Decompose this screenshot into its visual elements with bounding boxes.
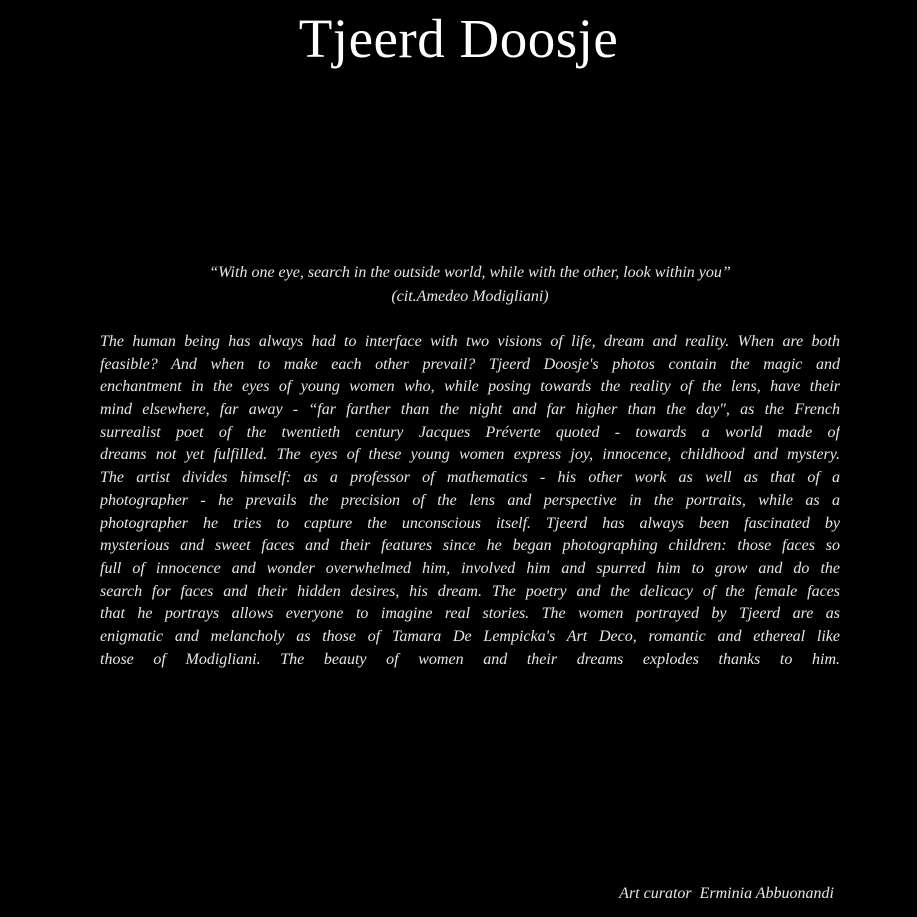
body-line: photographer - he prevails the precision of the lens and perspective in the portraits, while as a	[100, 491, 840, 509]
body-line: those of Modigliani. The beauty of women and their dreams explodes thanks to him.	[100, 650, 840, 668]
epigraph-citation: (cit.Amedeo Modigliani)	[391, 288, 549, 305]
body-line: that he portrays allows everyone to imagine real stories. The women portrayed by Tjeerd are as	[100, 605, 840, 623]
curator-signature: Art curator Erminia Abbuonandi	[619, 885, 834, 902]
body-line: photographer he tries to capture the unconscious itself. Tjeerd has always been fascinated by	[100, 514, 840, 532]
page-title: Tjeerd Doosje	[298, 8, 619, 69]
body-line: search for faces and their hidden desires, his dream. The poetry and the delicacy of the female faces	[100, 582, 840, 600]
body-line: The human being has always had to interface with two visions of life, dream and reality. When are both	[100, 333, 840, 350]
body-line: full of innocence and wonder overwhelmed him, involved him and spurred him to grow and do the	[100, 559, 840, 577]
body-line: The artist divides himself: as a professor of mathematics - his other work as well as that of a	[100, 469, 840, 487]
body-paragraph	[100, 331, 840, 671]
body-line: surrealist poet of the twentieth century Jacques Préverte quoted - towards a world made of	[100, 423, 840, 441]
body-line: feasible? And when to make each other prevail? Tjeerd Doosje's photos contain the magic and	[100, 355, 840, 373]
body-line: enigmatic and melancholy as those of Tamara De Lempicka's Art Deco, romantic and ethereal like	[100, 627, 840, 645]
body-line: enchantment in the eyes of young women who, while posing towards the reality of the lens, have their	[100, 378, 840, 396]
epigraph-quote: “With one eye, search in the outside world, while with the other, look within you”	[209, 264, 731, 281]
epigraph	[100, 261, 840, 309]
body-line: mysterious and sweet faces and their features since he began photographing children: those faces so	[100, 537, 840, 555]
body-line: mind elsewhere, far away - “far farther than the night and far higher than the day", as the French	[100, 401, 840, 419]
body-line: dreams not yet fulfilled. The eyes of these young women express joy, innocence, childhood and mystery.	[100, 446, 840, 464]
